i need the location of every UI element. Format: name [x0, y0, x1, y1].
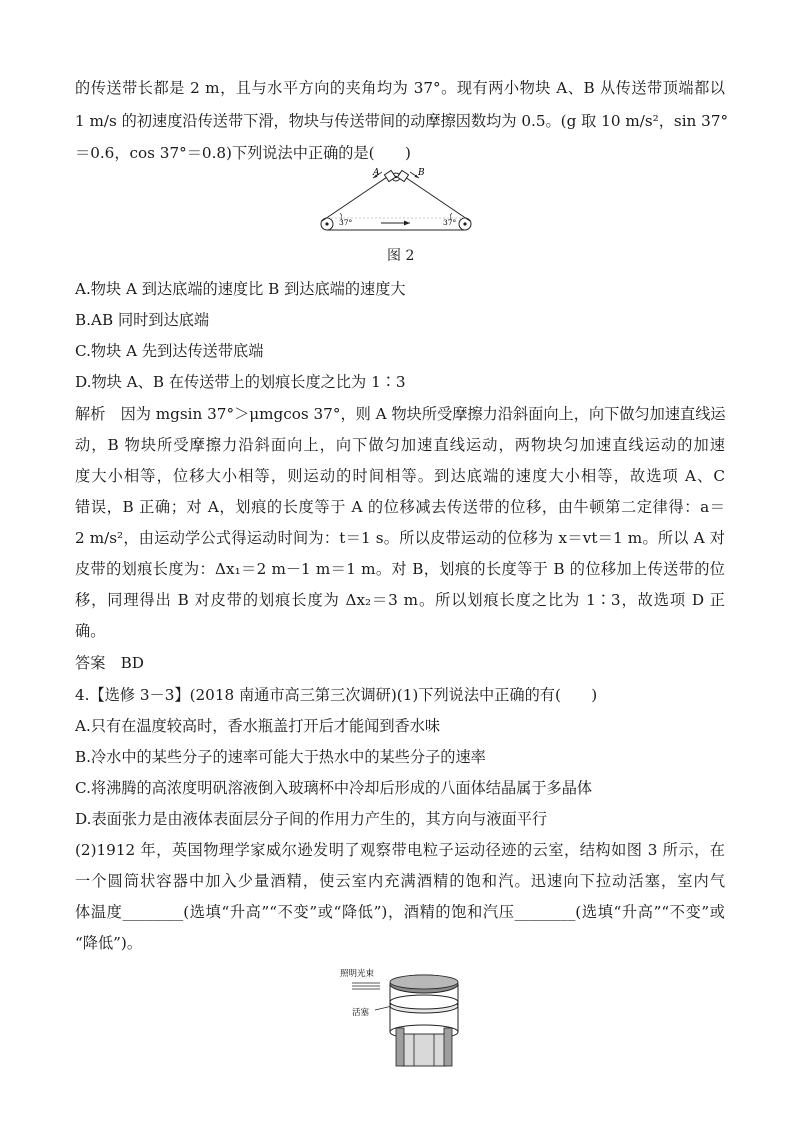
belt-direction-arrow-icon	[404, 221, 410, 226]
q3-analysis-line-7: 移，同理得出 B 对皮带的划痕长度为 Δx₂＝3 m。所以划痕长度之比为 1∶3，故选项 D 正	[75, 591, 725, 609]
block-a-label: A	[373, 168, 380, 178]
q4-part2-line-3: 体温度________(选填“升高”“不变”或“降低”)，酒精的饱和汽压________(选填“升高”“不变”或	[75, 903, 725, 921]
block-b-label: B	[418, 168, 425, 178]
angle-left-label: 37°	[339, 218, 353, 227]
cloud-chamber-figure	[330, 962, 470, 1068]
q3-stem-line-2: 1 m/s 的初速度沿传送带下滑，物块与传送带间的动摩擦因数均为 0.5。(g 取 10 m/s²，sin 37°	[75, 112, 729, 130]
q3-stem-line-1: 的传送带长都是 2 m，且与水平方向的夹角均为 37°。现有两小物块 A、B 从传送带顶端都以	[75, 79, 725, 97]
q3-analysis-line-8: 确。	[75, 622, 106, 640]
q3-answer: 答案 BD	[75, 654, 144, 672]
q3-analysis-line-4: 错误，B 正确；对 A，划痕的长度等于 A 的位移减去传送带的位移，由牛顿第二定律得：a＝	[75, 498, 725, 516]
q3-analysis-line-5: 2 m/s²，由运动学公式得运动时间为：t＝1 s。所以皮带运动的位移为 x＝vt＝1 m。所以 A 对	[75, 529, 725, 547]
piston-label: 活塞	[352, 1008, 370, 1018]
q4-option-d: D.表面张力是由液体表面层分子间的作用力产生的，其方向与液面平行	[75, 810, 548, 828]
q3-stem-line-3: ＝0.6，cos 37°＝0.8)下列说法中正确的是( )	[75, 144, 411, 162]
q3-analysis-line-1: 解析 因为 mgsin 37°＞μmgcos 37°，则 A 物块所受摩擦力沿斜面向上，向下做匀加速直线运	[75, 405, 726, 423]
q3-analysis-line-3: 度大小相等，位移大小相等，则运动的时间相等。到达底端的速度大小相等，故选项 A、C	[75, 467, 725, 485]
angle-right-label: 37°	[443, 218, 457, 227]
q3-option-a: A.物块 A 到达底端的速度比 B 到达底端的速度大	[75, 280, 406, 298]
q4-option-c: C.将沸腾的高浓度明矾溶液倒入玻璃杯中冷却后形成的八面体结晶属于多晶体	[75, 779, 593, 797]
q4-part2-line-1: (2)1912 年，英国物理学家威尔逊发明了观察带电粒子运动径迹的云室，结构如图 3 所示，在	[75, 841, 725, 859]
q4-option-b: B.冷水中的某些分子的速率可能大于热水中的某些分子的速率	[75, 748, 486, 766]
q3-option-b: B.AB 同时到达底端	[75, 311, 210, 329]
light-beam-label: 照明光束	[340, 969, 375, 979]
q3-option-c: C.物块 A 先到达传送带底端	[75, 342, 264, 360]
figure-2-caption: 图 2	[387, 248, 415, 264]
q4-part2-line-2: 一个圆筒状容器中加入少量酒精，使云室内充满酒精的饱和汽。迅速向下拉动活塞，室内气	[75, 872, 725, 890]
q4-part2-line-4: “降低”)。	[75, 934, 143, 952]
q3-option-d: D.物块 A、B 在传送带上的划痕长度之比为 1∶3	[75, 373, 406, 391]
q4-title: 4.【选修 3－3】(2018 南通市高三第三次调研)(1)下列说法中正确的有( )	[75, 686, 598, 704]
q3-analysis-line-6: 皮带的划痕长度为：Δx₁＝2 m－1 m＝1 m。对 B，划痕的长度等于 B 的位移加上传送带的位	[75, 560, 725, 578]
conveyor-belt-figure	[315, 165, 480, 240]
q3-analysis-line-2: 动，B 物块所受摩擦力沿斜面向上，向下做匀加速直线运动，两物块匀加速直线运动的加速	[75, 436, 725, 454]
q4-option-a: A.只有在温度较高时，香水瓶盖打开后才能闻到香水味	[75, 717, 441, 735]
